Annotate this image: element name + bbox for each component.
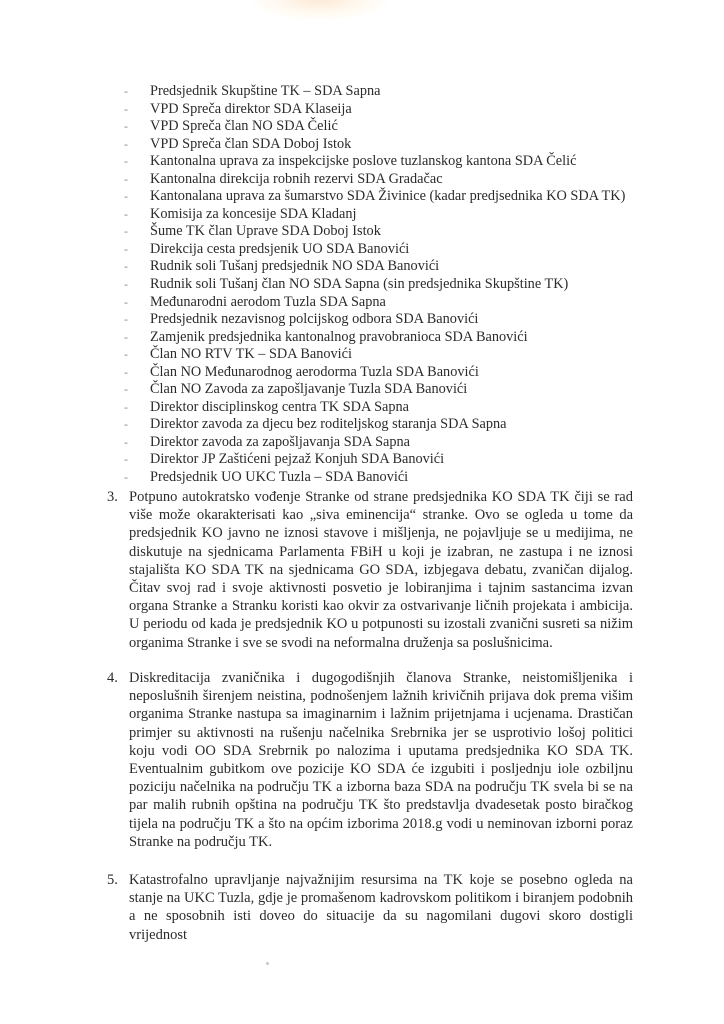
list-item: [124, 329, 634, 347]
numbered-paragraph-3: [107, 488, 633, 652]
list-item: [124, 276, 634, 294]
list-item-text: Član NO Zavoda za zapošljavanje Tuzla SDA Banovići: [150, 381, 468, 398]
bullet-dash: -: [124, 154, 128, 169]
list-item-text: Direktor zavoda za djecu bez roditeljskog staranja SDA Sapna: [150, 416, 507, 433]
list-item: [124, 364, 634, 382]
bullet-dash: -: [124, 101, 128, 116]
list-item-text: Zamjenik predsjednika kantonalnog pravobranioca SDA Banovići: [150, 328, 528, 345]
list-item-text: Komisija za koncesije SDA Kladanj: [150, 205, 357, 222]
bullet-dash: -: [124, 364, 128, 379]
paragraph-number: 4.: [107, 670, 118, 686]
list-item-text: VPD Spreča član SDA Doboj Istok: [150, 135, 352, 152]
list-item-text: Rudnik soli Tušanj član NO SDA Sapna (sin predsjednika Skupštine TK): [150, 276, 569, 293]
bullet-dash: -: [124, 399, 128, 414]
list-item: [124, 83, 634, 101]
numbered-paragraph-5: [107, 871, 633, 944]
list-item: [124, 171, 634, 189]
numbered-paragraph-4: [107, 669, 633, 851]
list-item-text: Šume TK član Uprave SDA Doboj Istok: [150, 223, 381, 240]
list-item: [124, 153, 634, 171]
list-item: [124, 416, 634, 434]
list-item-text: Međunarodni aerodom Tuzla SDA Sapna: [150, 293, 386, 310]
paragraph-number: 5.: [107, 872, 118, 888]
list-item-text: VPD Spreča direktor SDA Klaseija: [150, 100, 352, 117]
bullet-dash: -: [124, 312, 128, 327]
bullet-dash: -: [124, 329, 128, 344]
list-item-text: Direktor disciplinskog centra TK SDA Sapna: [150, 398, 410, 415]
list-item: [124, 399, 634, 417]
bullet-dash: -: [124, 259, 128, 274]
list-item-text: Direktor zavoda za zapošljavanja SDA Sapna: [150, 433, 411, 450]
paper-stain: [250, 0, 390, 20]
bullet-dash: -: [124, 294, 128, 309]
list-item-text: Kantonalna uprava za inspekcijske poslove tuzlanskog kantona SDA Čelić: [150, 153, 577, 170]
bullet-dash: -: [124, 119, 128, 134]
bullet-dash: -: [124, 452, 128, 467]
scan-speck: [266, 962, 269, 965]
bullet-dash: -: [124, 171, 128, 186]
list-item: [124, 136, 634, 154]
paragraph-number: 3.: [107, 489, 118, 505]
list-item-text: VPD Spreča član NO SDA Čelić: [150, 118, 338, 135]
list-item: [124, 188, 634, 206]
list-item-text: Direktor JP Zaštićeni pejzaž Konjuh SDA Banovići: [150, 451, 445, 468]
list-item: [124, 258, 634, 276]
list-item: [124, 223, 634, 241]
list-item-text: Rudnik soli Tušanj predsjednik NO SDA Banovići: [150, 258, 440, 275]
list-item-text: Član NO RTV TK – SDA Banovići: [150, 346, 352, 363]
list-item-text: Kantonalana uprava za šumarstvo SDA Živinice (kadar predjsednika KO SDA TK): [150, 188, 626, 205]
list-item: [124, 101, 634, 119]
list-item: [124, 469, 634, 487]
list-item: [124, 241, 634, 259]
bullet-dash: -: [124, 470, 128, 485]
list-item: [124, 206, 634, 224]
list-item: [124, 381, 634, 399]
list-item: [124, 451, 634, 469]
list-item: [124, 118, 634, 136]
bullet-dash: -: [124, 277, 128, 292]
bullet-dash: -: [124, 224, 128, 239]
list-item-text: Kantonalna direkcija robnih rezervi SDA Gradačac: [150, 170, 443, 187]
list-item-text: Direkcija cesta predsjenik UO SDA Banovići: [150, 240, 410, 257]
bullet-dash: -: [124, 347, 128, 362]
list-item-text: Predsjednik UO UKC Tuzla – SDA Banovići: [150, 469, 409, 486]
bullet-dash: -: [124, 206, 128, 221]
list-item-text: Predsjednik Skupštine TK – SDA Sapna: [150, 83, 381, 99]
list-item-text: Predsjednik nezavisnog polcijskog odbora SDA Banovići: [150, 311, 479, 328]
appointments-list: [124, 83, 634, 487]
list-item: [124, 294, 634, 312]
bullet-dash: -: [124, 189, 128, 204]
list-item-text: Član NO Međunarodnog aerodorma Tuzla SDA Banovići: [150, 363, 479, 380]
bullet-dash: -: [124, 241, 128, 256]
bullet-dash: -: [124, 136, 128, 151]
paragraph-text: Potpuno autokratsko vođenje Stranke od strane predsjednika KO SDA TK čiji se rad više može okarakterisati kao „siva eminencija“ stranke. Ovo se ogleda u tome da predsjednik KO javno ne iznosi stavove i mišljenja, ne pojavljuje se u medijima, ne diskutuje na sjednicama Parlamenta FBiH u koji je izabran, ne zastupa i ne iznosi stajališta KO SDA TK na sjednicama GO SDA, izbjegava debatu, zvaničan dijalog. Čitav svoj rad i svoje aktivnosti posvetio je lobiranjima i tajnim sastancima izvan organa Stranke a Stranku koristi kao okvir za ostvarivanje ličnih projekata i ambicija. U periodu od kada je predsjednik KO u potpunosti su izostali zvanični susreti sa nižim organima Stranke i sve se svodi na neformalna druženja sa poslušnicima.: [129, 489, 633, 651]
list-item: [124, 311, 634, 329]
list-item: [124, 346, 634, 364]
paragraph-text: Katastrofalno upravljanje najvažnijim resursima na TK koje se posebno ogleda na stanje na UKC Tuzla, gdje je promašenom kadrovskom politikom i biranjem podobnih a ne sposobnih isti doveo do situacije da su nagomilani dugovi skoro dostigli vrijednost: [129, 872, 633, 943]
list-item: [124, 434, 634, 452]
paragraph-text: Diskreditacija zvaničnika i dugogodišnjih članova Stranke, neistomišljenika i neposlušnih širenjem neistina, podnošenjem lažnih krivičnih prijava dok prema višim organima Stranke nastupa sa imaginarnim i lažnim prijetnjama i ucjenama. Drastičan primjer su aktivnosti na rušenju načelnika Srebrnika jer se usprotivio lošoj politici koju vodi OO SDA Srebrnik po nalozima i uputama predsjednika KO SDA TK. Eventualnim gubitkom ove pozicije KO SDA će izgubiti i posljednju iole ozbiljnu poziciju načelnika na području TK a izborna baza SDA na području TK svela bi se na par malih rubnih opština na području TK što predstavlja dvadesetak posto biračkog tijela na području TK a što na općim izborima 2018.g vodi u neminovan izborni poraz Stranke na području TK.: [129, 670, 633, 850]
bullet-dash: -: [124, 417, 128, 432]
bullet-dash: -: [124, 84, 128, 98]
bullet-dash: -: [124, 434, 128, 449]
bullet-dash: -: [124, 382, 128, 397]
